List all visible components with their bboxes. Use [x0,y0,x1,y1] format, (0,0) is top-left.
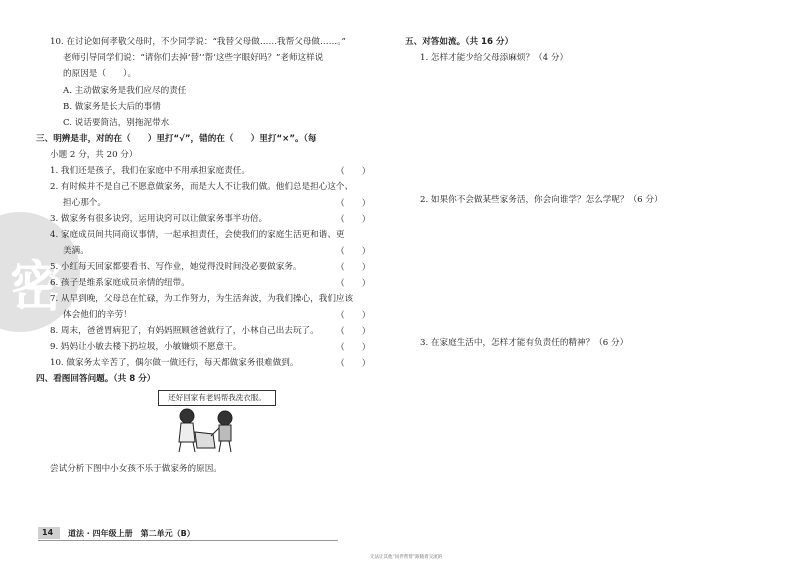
cartoon-illustration [165,404,245,454]
answer-paren-10[interactable]: （ ） [336,359,371,369]
answer-paren-7[interactable]: （ ） [336,311,371,321]
answer-paren-3[interactable]: （ ） [336,215,371,225]
speech-bubble: 还好回家有老妈帮我洗衣服。 [158,390,276,406]
s3-item-1: 1. 我们还是孩子，我们在家庭中不用承担家庭责任。 [50,166,250,176]
section3-title-cont: 小题 2 分，共 20 分） [50,150,138,160]
s3-item-10: 10. 做家务太辛苦了，偶尔做一做还行，每天都做家务很难做到。 [50,358,299,368]
s3-item-9: 9. 妈妈让小敏去楼下扔垃圾，小敏嫌烦不愿意干。 [50,342,242,352]
s3-item-7: 7. 从早到晚，父母总在忙碌，为工作努力，为生活奔波，为我们操心，我们应该 [50,294,354,304]
answer-paren-9[interactable]: （ ） [336,343,371,353]
s3-item-2: 2. 有时候并不是自己不愿意做家务，而是大人不让我们做。他们总是担心这个、 [50,182,354,192]
answer-paren-1[interactable]: （ ） [336,167,371,177]
q10-option-a: A. 主动做家务是我们应尽的责任 [63,86,187,96]
s3-item-5: 5. 小红每天回家都要看书、写作业，她觉得没时间没必要做家务。 [50,262,302,272]
s3-item-4: 4. 家庭成员间共同商议事情，一起承担责任，会使我们的家庭生活更和谐、更 [50,230,345,240]
s5-question-2: 2. 如果你不会做某些家务活，你会向谁学？怎么学呢？（6 分） [420,195,663,205]
s3-item-7-cont: 体会他们的辛劳！ [63,310,132,320]
section5-title: 五、对答如流。（共 16 分） [405,37,514,47]
section4-title: 四、看图回答问题。（共 8 分） [36,374,156,384]
answer-paren-5[interactable]: （ ） [336,263,371,273]
answer-paren-6[interactable]: （ ） [336,279,371,289]
s5-question-3: 3. 在家庭生活中，怎样才能有负责任的精神？（6 分） [420,338,629,348]
q10-line2: 老师引导同学们说：“请你们去掉‘替’‘帮’这些字眼好吗？”老师这样说 [63,53,324,63]
section4-question: 尝试分析下图中小女孩不乐于做家务的原因。 [50,464,222,474]
answer-paren-4[interactable]: （ ） [336,247,371,257]
watermark-seal: 密 [0,212,80,332]
q10-option-c: C. 说话要简洁，别拖泥带水 [63,118,170,128]
page-number: 14 [42,528,54,537]
answer-paren-2[interactable]: （ ） [336,199,371,209]
footer-note: 无法让其他“同伴帮帮”跟随着交流的 [370,555,443,560]
footer-title: 道法 · 四年级上册 第二单元（B） [68,529,195,538]
s3-item-3: 3. 做家务有很多诀窍，运用诀窍可以让做家务事半功倍。 [50,214,268,224]
q10-option-b: B. 做家务是长大后的事情 [63,102,161,112]
q10-line3: 的原因是（ ）。 [63,69,137,79]
section3-title: 三、明辨是非，对的在（ ）里打“√”，错的在（ ）里打“×”。（每 [36,134,317,144]
q10-line1: 10. 在讨论如何孝敬父母时，不少同学说：“我替父母做……我帮父母做……。” [50,37,346,47]
s3-item-6: 6. 孩子是维系家庭成员亲情的纽带。 [50,278,190,288]
answer-paren-8[interactable]: （ ） [336,327,371,337]
footer-divider [38,540,338,541]
s3-item-2-cont: 担心那个。 [63,198,106,208]
s3-item-4-cont: 美满。 [63,246,89,256]
s3-item-8: 8. 周末，爸爸胃病犯了，有妈妈照顾爸爸就行了，小林自己出去玩了。 [50,326,319,336]
s5-question-1: 1. 怎样才能少给父母添麻烦？（4 分） [420,53,569,63]
